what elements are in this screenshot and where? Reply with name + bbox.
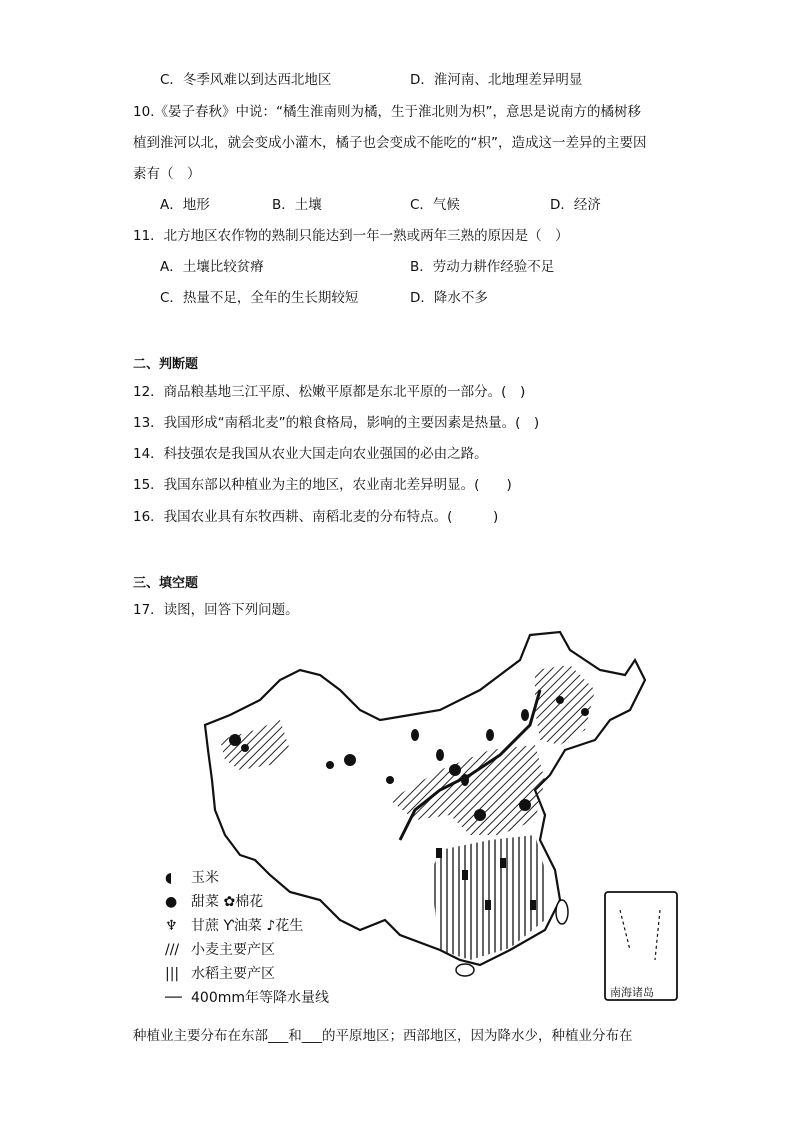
q9-option-d: D．淮河南、北地理差异明显 [410,72,583,88]
q9-option-c: C．冬季风难以到达西北地区 [160,72,332,88]
peanut-icon: ♪ [266,918,276,934]
beet-icon: ● [165,894,178,910]
q17-stem: 17．读图，回答下列问题。 [133,602,299,618]
judgment-12: 12．商品粮基地三江平原、松嫩平原都是东北平原的一部分。( ) [133,384,526,400]
hainan-island [456,964,474,976]
beet-symbol [326,761,334,769]
beet-symbol [386,776,394,784]
judgment-15: 15．我国东部以种植业为主的地区，农业南北差异明显。( ) [133,477,512,493]
sugarcane-symbol [485,900,491,910]
rice-region-south [430,835,545,960]
beet-symbol [581,708,589,716]
cotton-symbol [344,754,356,766]
cotton-symbol [449,764,461,776]
corn-symbol [411,729,419,741]
legend-rice: ||| 水稻主要产区 [165,966,275,982]
cotton-icon: ✿ [223,894,236,910]
judgment-14: 14．科技强农是我国从农业大国走向农业强国的必由之路。 [133,446,488,462]
cotton-symbol [474,809,486,821]
legend-beet-cotton: ● 甜菜 ✿棉花 [165,894,264,910]
south-china-sea-inset [605,892,677,1000]
q10-stem-line3: 素有（ ） [133,166,201,182]
sugarcane-symbol [500,858,506,868]
q10-stem-line1: 10.《晏子春秋》中说：“橘生淮南则为橘，生于淮北则为枳”，意思是说南方的橘树移 [133,104,641,120]
corn-symbol [486,729,494,741]
corn-symbol [436,749,444,761]
cotton-symbol [229,734,241,746]
corn-symbol [521,709,529,721]
q10-stem-line2: 植到淮河以北，就会变成小灌木，橘子也会变成不能吃的“枳”，造成这一差异的主要因 [133,135,647,151]
sugarcane-icon: ♆ [165,918,178,934]
legend-isohyet: ── 400mm年等降水量线 [165,990,329,1006]
legend-wheat: /// 小麦主要产区 [165,942,275,958]
legend-sugarcane-rapeseed-peanut: ♆ 甘蔗 Ƴ油菜 ♪花生 [165,918,304,934]
judgment-13: 13．我国形成“南稻北麦”的粮食格局，影响的主要因素是热量。( ) [133,415,540,431]
corn-symbol [461,774,469,786]
q10-option-b: B．土壤 [272,197,322,213]
q11-option-d: D．降水不多 [410,290,488,306]
q11-option-c: C．热量不足，全年的生长期较短 [160,290,359,306]
section-heading-judgment: 二、判断题 [133,357,199,372]
q10-option-c: C．气候 [410,197,460,213]
q11-stem: 11．北方地区农作物的熟制只能达到一年一熟或两年三熟的原因是（ ） [133,228,569,244]
rice-stripe-icon: ||| [165,966,180,982]
q11-option-b: B．劳动力耕作经验不足 [410,259,555,275]
q11-option-a: A．土壤比较贫瘠 [160,259,264,275]
rapeseed-icon: Ƴ [223,918,234,934]
corn-icon: ◖ [165,870,173,886]
isohyet-line-icon: ── [165,990,182,1006]
taiwan-island [556,900,568,924]
sugarcane-symbol [462,870,468,880]
beet-symbol [556,696,564,704]
wheat-hatch-icon: /// [165,942,180,958]
q17-answer-line: 种植业主要分布在东部___和___的平原地区；西部地区，因为降水少，种植业分布在 [133,1028,633,1044]
inset-label: 南海诸岛 [610,986,654,999]
judgment-16: 16．我国农业具有东牧西耕、南稻北麦的分布特点。( ) [133,509,499,525]
legend-corn: ◖ 玉米 [165,870,219,886]
cotton-symbol [519,799,531,811]
sugarcane-symbol [530,900,536,910]
sugarcane-symbol [436,848,442,858]
section-heading-fill: 三、填空题 [133,576,199,591]
beet-symbol [241,744,249,752]
q10-option-d: D．经济 [550,197,601,213]
q10-option-a: A．地形 [160,197,210,213]
